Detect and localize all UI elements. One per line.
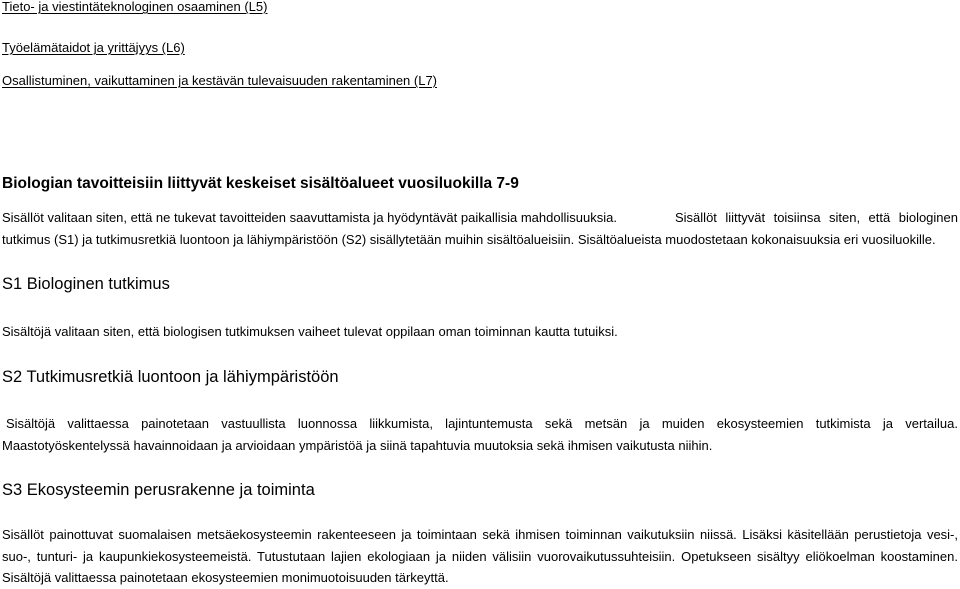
s1-text: Sisältöjä valitaan siten, että biologisen tutkimuksen vaiheet tulevat oppilaan oman toiminnan kautta tutuiksi. (2, 324, 618, 339)
objective-link-l6[interactable]: Työelämätaidot ja yrittäjyys (L6) (2, 40, 185, 55)
s1-heading: S1 Biologinen tutkimus (2, 275, 170, 293)
intro-paragraph: Sisällöt liittyvät toisiinsa siten, että biologinen tutkimus (S1) ja tutkimusretkiä luontoon ja lähiympäristöön (S2) sisällytetään muihin sisältöalueisiin. Sisältöalueista muodostetaan kokonaisuuksia eri vuosiluokille. (2, 210, 958, 247)
objective-link-l7[interactable]: Osallistuminen, vaikuttaminen ja kestävän tulevaisuuden rakentaminen (L7) (2, 73, 438, 88)
intro-sentence: Sisällöt valitaan siten, että ne tukevat tavoitteiden saavuttamista ja hyödyntävät paikallisia mahdollisuuksia. (2, 210, 617, 225)
s2-heading: S2 Tutkimusretkiä luontoon ja lähiympäristöön (2, 368, 339, 386)
s2-text: Sisältöjä valittaessa painotetaan vastuullista luonnossa liikkumista, lajintuntemusta sekä metsän ja muiden ekosysteemien tutkimista ja vertailua. Maastotyöskentelyssä havainnoidaan ja arvioidaan ympäristöä ja siinä tapahtuvia muutoksia sekä ihmisen vaikutusta niihin. (2, 416, 958, 453)
s3-heading: S3 Ekosysteemin perusrakenne ja toiminta (2, 481, 315, 499)
s3-text: Sisällöt painottuvat suomalaisen metsäekosysteemin rakenteeseen ja toimintaan sekä ihmisen toiminnan vaikutuksiin niissä. Lisäksi käsitellään perustietoja vesi-, suo-, tunturi- ja kaupunkiekosysteemeistä. Tutustutaan lajien ekologiaan ja niiden välisiin vuorovaikutussuhteisiin. Opetukseen sisältyy eliökoelman koostaminen. Sisältöjä valittaessa painotetaan ekosysteemien monimuotoisuuden tärkeyttä. (2, 527, 958, 586)
section-title: Biologian tavoitteisiin liittyvät keskeiset sisältöalueet vuosiluokilla 7-9 (2, 175, 519, 192)
objective-link-l5[interactable]: Tieto- ja viestintäteknologinen osaaminen (L5) (2, 0, 268, 14)
